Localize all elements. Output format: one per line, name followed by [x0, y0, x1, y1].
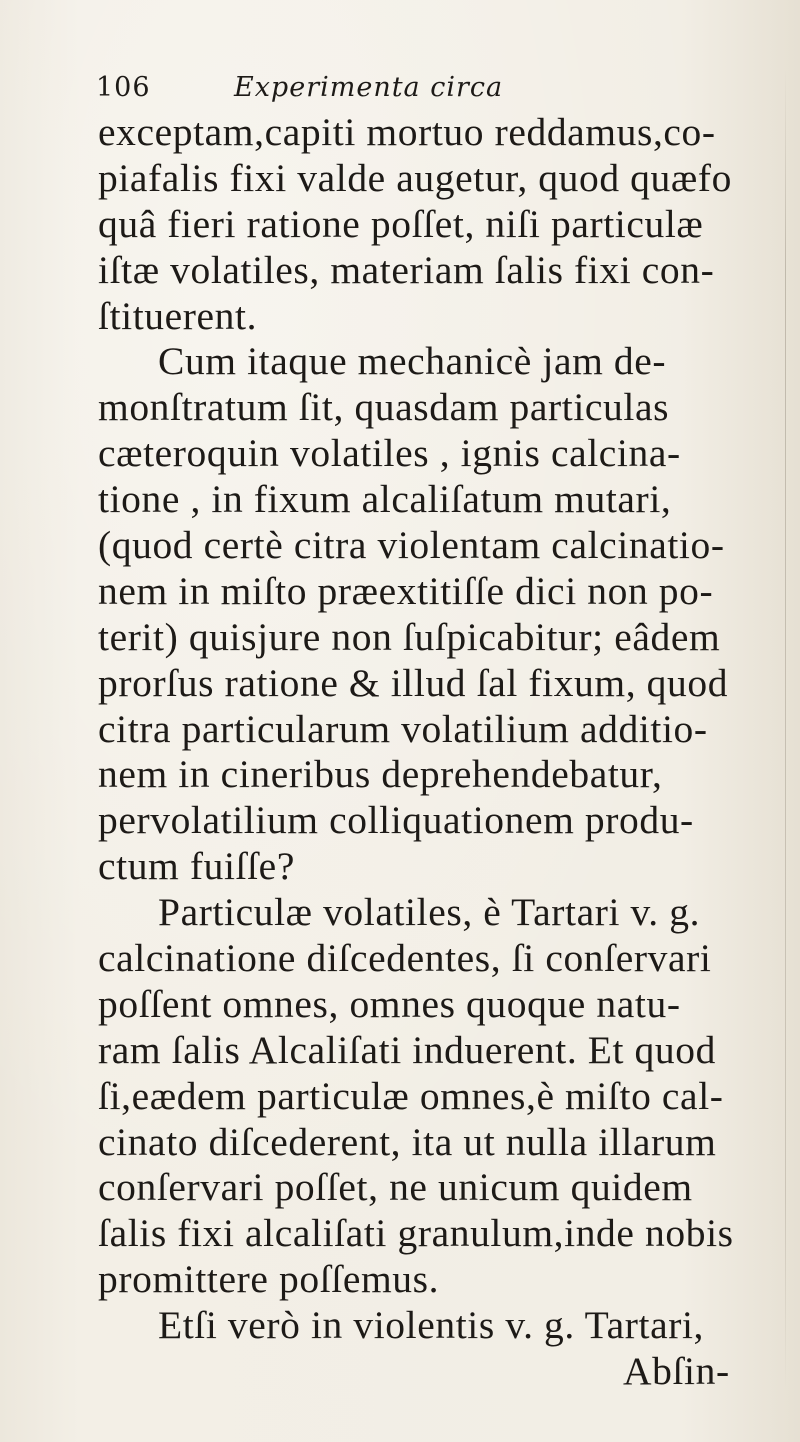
text-line: nem in cineribus deprehendebatur, — [98, 752, 663, 797]
text-line: ram ſalis Alcaliſati induerent. Et quod — [98, 1027, 716, 1072]
text-line: terit) quisjure non ſuſpicabitur; eâdem — [98, 614, 721, 659]
text-line: (quod certè citra violentam calcinatio- — [98, 523, 725, 568]
catchword: Abſin- — [623, 1349, 730, 1394]
text-line: cæteroquin volatiles , ignis calcina- — [98, 431, 681, 476]
text-line: promittere poſſemus. — [98, 1257, 440, 1302]
text-line: piafalis fixi valde augetur, quod quæfo — [98, 155, 732, 200]
text-line: tione , in fixum alcaliſatum mutari, — [98, 477, 672, 522]
text-line: Particulæ volatiles, è Tartari v. g. — [158, 890, 701, 935]
body-text — [98, 110, 788, 1395]
text-line: pervolatilium colliquationem produ- — [98, 798, 694, 843]
text-line: conſervari poſſet, ne unicum quidem — [98, 1165, 693, 1210]
text-line: exceptam,capiti mortuo reddamus,co- — [98, 110, 716, 154]
text-line: ſtituerent. — [98, 293, 258, 338]
text-line: Cum itaque mechanicè jam de- — [158, 339, 667, 384]
running-head — [96, 72, 656, 108]
text-line: nem in miſto præextitiſſe dici non po- — [98, 568, 714, 613]
text-line: poſſent omnes, omnes quoque natu- — [98, 981, 681, 1026]
text-line: iſtæ volatiles, materiam ſalis fixi con- — [98, 247, 715, 292]
text-line: citra particularum volatilium additio- — [98, 706, 708, 751]
text-line: ctum fuiſſe? — [98, 844, 295, 889]
text-line: prorſus ratione & illud ſal fixum, quod — [98, 660, 729, 705]
text-line: ſalis fixi alcaliſati granulum,inde nobis — [98, 1211, 734, 1256]
text-line: calcinatione diſcedentes, ſi conſervari — [98, 936, 712, 981]
text-line: cinato diſcederent, ita ut nulla illarum — [98, 1119, 717, 1164]
text-line: quâ fieri ratione poſſet, niſi particulæ — [98, 201, 704, 246]
running-title: Experimenta circa — [234, 72, 504, 103]
text-line: monſtratum ſit, quasdam particulas — [98, 385, 670, 430]
page-number: 106 — [96, 72, 151, 103]
text-line: Etſi verò in violentis v. g. Tartari, — [158, 1303, 704, 1348]
text-line: ſi,eædem particulæ omnes,è miſto cal- — [98, 1073, 724, 1118]
